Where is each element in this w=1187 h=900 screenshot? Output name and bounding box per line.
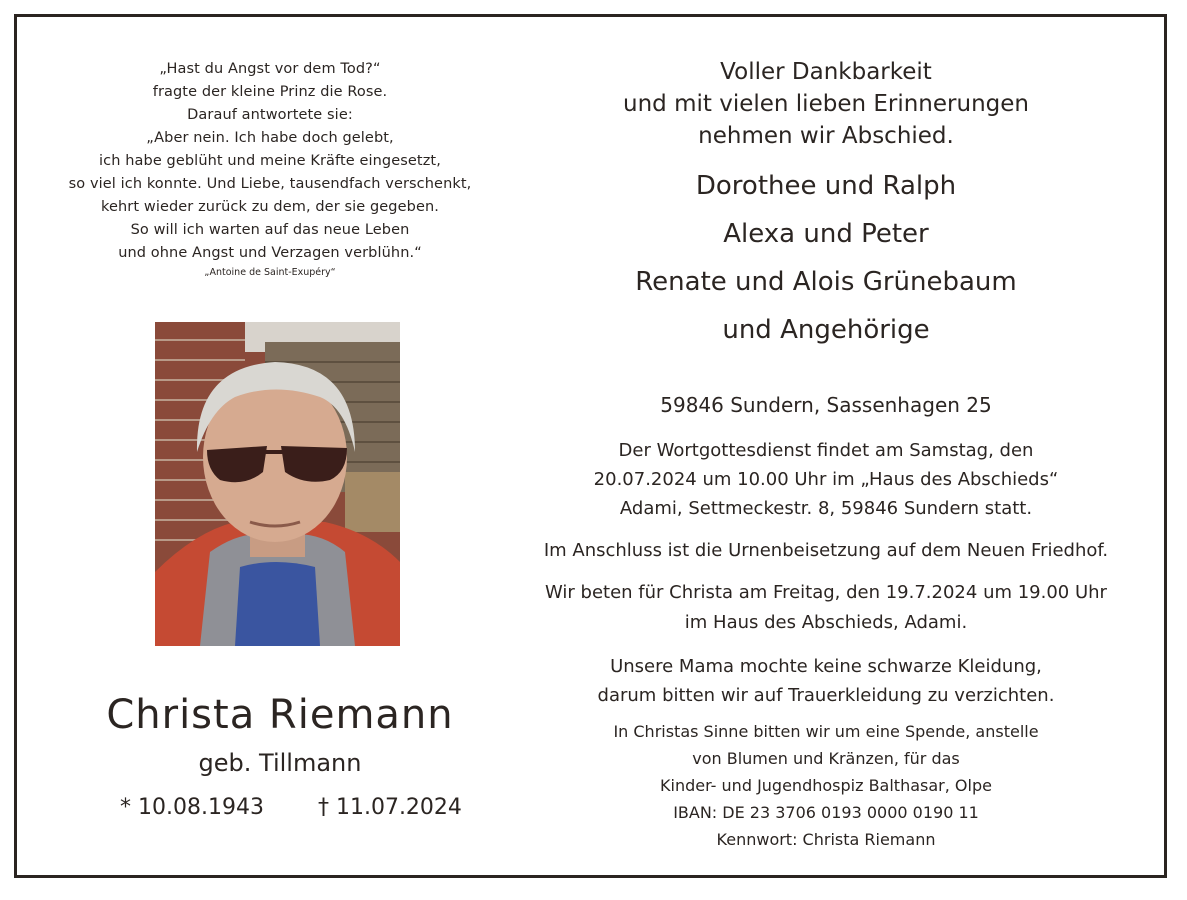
- poem-attribution: „Antoine de Saint-Exupéry“: [204, 267, 336, 278]
- portrait-photo: [155, 322, 400, 646]
- poem-line: Darauf antwortete sie:: [187, 107, 353, 123]
- prayer-line: Wir beten für Christa am Freitag, den 19.7.2024 um 19.00 Uhr: [545, 582, 1107, 603]
- donation-line: von Blumen und Kränzen, für das: [692, 749, 960, 768]
- burial-info: Im Anschluss ist die Urnenbeisetzung auf dem Neuen Friedhof.: [543, 540, 1109, 561]
- birth-date: * 10.08.1943: [120, 795, 264, 820]
- donation-line: In Christas Sinne bitten wir um eine Spende, anstelle: [613, 722, 1039, 741]
- life-dates: [120, 795, 462, 820]
- death-date: † 11.07.2024: [317, 795, 462, 820]
- poem-block: [40, 58, 500, 278]
- donation-keyword: Kennwort: Christa Riemann: [716, 830, 936, 849]
- poem-line: kehrt wieder zurück zu dem, der sie gegeben.: [101, 199, 439, 215]
- poem-line: So will ich warten auf das neue Leben: [130, 222, 410, 238]
- poem-line: fragte der kleine Prinz die Rose.: [152, 84, 388, 100]
- intro-line: nehmen wir Abschied.: [698, 123, 954, 149]
- iban: IBAN: DE 23 3706 0193 0000 0190 11: [673, 803, 979, 822]
- family-member: Alexa und Peter: [723, 219, 929, 249]
- service-line: Adami, Settmeckestr. 8, 59846 Sundern statt.: [619, 498, 1033, 519]
- poem-line: ich habe geblüht und meine Kräfte eingesetzt,: [99, 153, 441, 169]
- donation-line: Kinder- und Jugendhospiz Balthasar, Olpe: [660, 776, 992, 795]
- birth-name: geb. Tillmann: [198, 749, 362, 777]
- poem-line: so viel ich konnte. Und Liebe, tausendfach verschenkt,: [68, 176, 472, 192]
- family-member: Renate und Alois Grünebaum: [635, 267, 1017, 297]
- poem-line: „Aber nein. Ich habe doch gelebt,: [146, 130, 394, 146]
- address: 59846 Sundern, Sassenhagen 25: [660, 393, 992, 417]
- family-member: Dorothee und Ralph: [695, 171, 957, 201]
- prayer-line: im Haus des Abschieds, Adami.: [684, 612, 968, 633]
- intro-line: und mit vielen lieben Erinnerungen: [623, 91, 1029, 117]
- service-line: Der Wortgottesdienst findet am Samstag, den: [618, 440, 1034, 461]
- poem-line: und ohne Angst und Verzagen verblühn.“: [118, 245, 422, 261]
- service-line: 20.07.2024 um 10.00 Uhr im „Haus des Abschieds“: [593, 469, 1059, 490]
- intro-line: Voller Dankbarkeit: [720, 59, 932, 85]
- deceased-block: [40, 690, 520, 780]
- announcement-column: [520, 56, 1132, 853]
- poem-line: „Hast du Angst vor dem Tod?“: [159, 61, 381, 77]
- deceased-name: Christa Riemann: [106, 692, 454, 738]
- family-member: und Angehörige: [722, 315, 930, 345]
- clothing-line: darum bitten wir auf Trauerkleidung zu verzichten.: [597, 685, 1055, 706]
- clothing-line: Unsere Mama mochte keine schwarze Kleidung,: [610, 656, 1042, 677]
